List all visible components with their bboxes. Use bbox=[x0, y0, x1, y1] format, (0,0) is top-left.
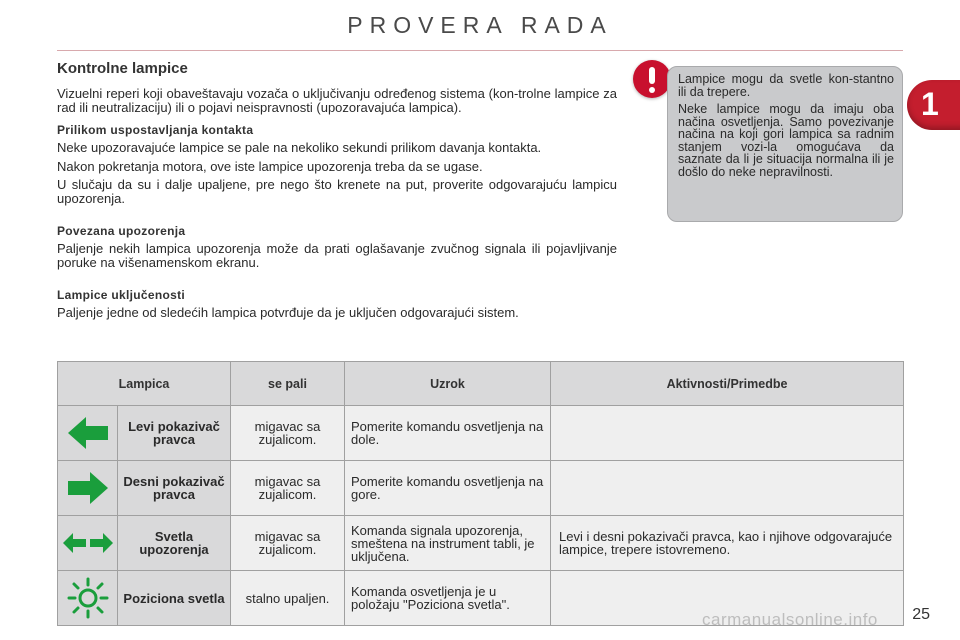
lamp-table bbox=[57, 361, 904, 626]
paragraph: Nakon pokretanja motora, ove iste lampice upozorenja treba da se ugase. bbox=[57, 158, 483, 174]
note-paragraph: Lampice mogu da svetle kon-stantno ili da trepere. bbox=[678, 72, 894, 99]
main-content bbox=[57, 60, 617, 325]
lamp-name: Levi pokazivač pravca bbox=[118, 406, 231, 461]
warning-exclamation-icon bbox=[633, 60, 671, 98]
chapter-number: 1 bbox=[921, 86, 939, 122]
lamp-state: migavac sa zujalicom. bbox=[231, 516, 345, 571]
subsection-heading-warnings: Povezana upozorenja bbox=[57, 224, 186, 238]
sidelight-icon bbox=[58, 571, 118, 626]
column-header: Uzrok bbox=[345, 362, 551, 406]
lamp-note bbox=[551, 406, 904, 461]
column-header: Aktivnosti/Primedbe bbox=[551, 362, 904, 406]
table-row bbox=[58, 406, 904, 461]
lamp-name: Svetla upozorenja bbox=[118, 516, 231, 571]
lamp-cause: Pomerite komandu osvetljenja na dole. bbox=[345, 406, 551, 461]
page-title: PROVERA RADA bbox=[347, 12, 613, 38]
subsection-heading-contact: Prilikom uspostavljanja kontakta bbox=[57, 123, 254, 137]
intro-paragraph: Vizuelni reperi koji obaveštavaju vozača o uključivanju određenog sistema (kon-trolne lampice za rad ili neutralizaciju) ili o pojavi neispravnosti (upozoravajuća lampica). bbox=[57, 86, 617, 115]
column-header: se pali bbox=[231, 362, 345, 406]
paragraph: Neke upozoravajuće lampice se pale na nekoliko sekundi prilikom davanja kontakta. bbox=[57, 140, 542, 155]
lamp-note bbox=[551, 461, 904, 516]
paragraph: U slučaju da su i dalje upaljene, pre nego što krenete na put, proverite odgovarajuću lampicu upozorenja. bbox=[57, 177, 617, 206]
table-row bbox=[58, 516, 904, 571]
lamp-cause: Komanda signala upozorenja, smeštena na instrument tabli, je uključena. bbox=[345, 516, 551, 571]
watermark: carmanualsonline.info bbox=[702, 610, 878, 629]
hazard-arrows-icon bbox=[58, 516, 118, 571]
paragraph: Paljenje nekih lampica upozorenja može da prati oglašavanje zvučnog signala ili pojavljivanje poruke na višenamenskom ekranu. bbox=[57, 241, 617, 270]
lamp-state: migavac sa zujalicom. bbox=[231, 406, 345, 461]
lamp-state: stalno upaljen. bbox=[231, 571, 345, 626]
subsection-heading-status-lamps: Lampice uključenosti bbox=[57, 288, 186, 302]
page-number: 25 bbox=[912, 606, 930, 623]
note-box bbox=[667, 66, 903, 222]
lamp-name: Poziciona svetla bbox=[118, 571, 231, 626]
left-arrow-icon bbox=[58, 406, 118, 461]
chapter-tab[interactable] bbox=[907, 80, 960, 130]
lamp-cause: Komanda osvetljenja je u položaju "Poziciona svetla". bbox=[345, 571, 551, 626]
title-divider bbox=[57, 50, 903, 51]
table-header-row bbox=[58, 362, 904, 406]
lamp-name: Desni pokazivač pravca bbox=[118, 461, 231, 516]
right-arrow-icon bbox=[58, 461, 118, 516]
section-heading: Kontrolne lampice bbox=[57, 60, 188, 77]
lamp-state: migavac sa zujalicom. bbox=[231, 461, 345, 516]
column-header: Lampica bbox=[58, 362, 231, 406]
lamp-note: Levi i desni pokazivači pravca, kao i njihove odgovarajuće lampice, trepere istovremeno. bbox=[551, 516, 904, 571]
paragraph: Paljenje jedne od sledećih lampica potvrđuje da je uključen odgovarajući sistem. bbox=[57, 305, 519, 320]
lamp-cause: Pomerite komandu osvetljenja na gore. bbox=[345, 461, 551, 516]
note-paragraph: Neke lampice mogu da imaju oba načina osvetljenja. Samo povezivanje načina na koji gori lampica sa radnim stanjem vozi-la omogućava da saznate da li je situacija normalna ili je došlo do neke nepravilnosti. bbox=[678, 102, 894, 179]
table-row bbox=[58, 461, 904, 516]
